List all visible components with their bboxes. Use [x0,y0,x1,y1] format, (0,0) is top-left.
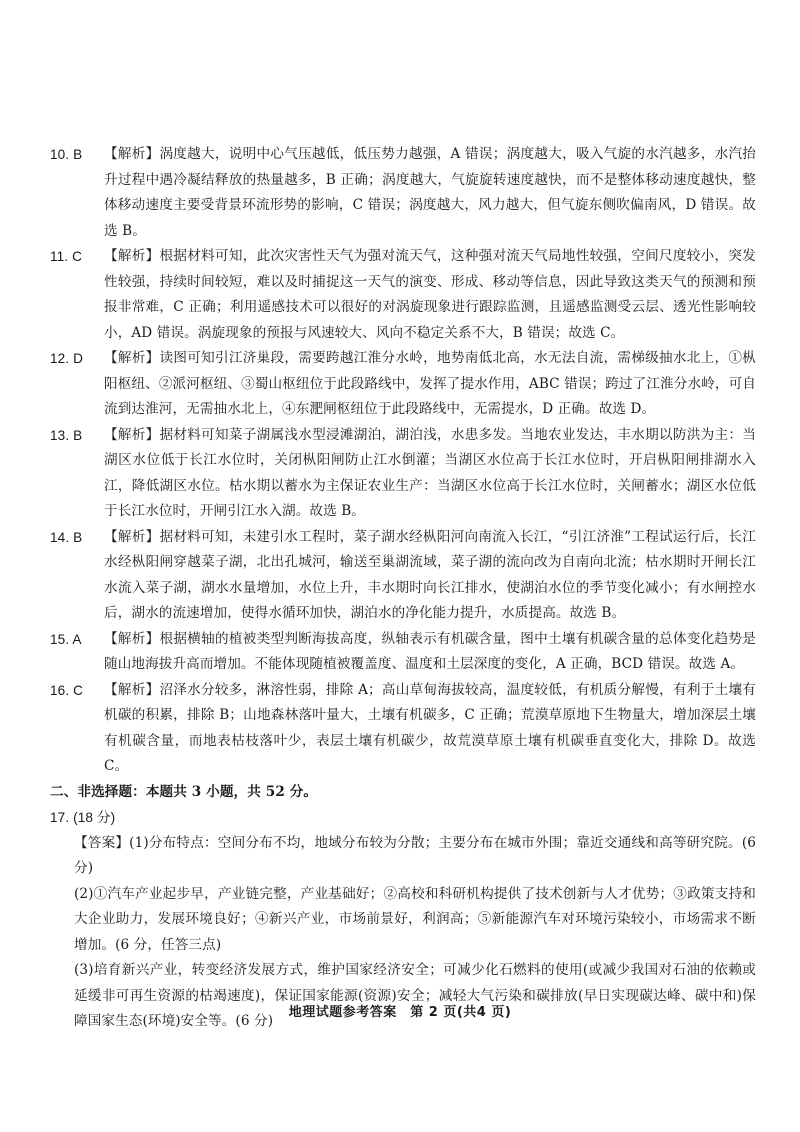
item-explanation: 【解析】读图可知引江济巢段，需要跨越江淮分水岭，地势南低北高，水无法自流，需梯级抽水北上，①枞阳枢纽、②派河枢纽、③蜀山枢纽位于此段路线中，发挥了提水作用，ABC 错误；跨过了江淮分水岭，可自流到达淮河，无需抽水北上，④东淝闸枢纽位于此段路线中，无需提水，D 正确。故选 D。 [104,350,756,417]
section-heading: 二、非选择题：本题共 3 小题，共 52 分。 [50,783,318,800]
item-explanation: 【解析】涡度越大，说明中心气压越低，低压势力越强，A 错误；涡度越大，吸入气旋的水汽越多，水汽抬升过程中遇冷凝结释放的热量越多，B 正确；涡度越大，气旋旋转速度越快，而不是整体移动速度越快，整体移动速度主要受背景环流形势的影响，C 错误；涡度越大，风力越大，但气旋东侧吹偏南风，D 错误。故选 B。 [104,146,756,239]
item-explanation: 【解析】根据横轴的植被类型判断海拔高度，纵轴表示有机碳含量，图中土壤有机碳含量的总体变化趋势是随山地海拔升高而增加。不能体现随植被覆盖度、温度和土层深度的变化，A 正确，BCD 错误。故选 A。 [104,630,756,672]
answer-item-16 [50,678,756,780]
item-number: 13. B [50,427,83,443]
item-number: 15. A [50,631,82,647]
item-number: 11. C [50,249,82,264]
answer-item-10 [50,142,756,244]
answer-item-11 [50,244,756,346]
question-17-number: 17. (18 分) [50,810,116,825]
item-explanation: 【解析】据材料可知菜子湖属浅水型浸滩湖泊，湖泊浅，水患多发。当地农业发达，丰水期以防洪为主：当湖区水位低于长江水位时，关闭枞阳闸防止江水倒灌；当湖区水位高于长江水位时，开启枞阳闸排湖水入江，降低湖区水位。枯水期以蓄水为主保证农业生产：当湖区水位高于长江水位时，关闸蓄水；湖区水位低于长江水位时，开闸引江水入湖。故选 B。 [104,426,756,519]
q17-answer-part-2: (2)①汽车产业起步早，产业链完整，产业基础好；②高校和科研机构提供了技术创新与人才优势；③政策支持和大企业助力，发展环境良好；④新兴产业，市场前景好，利润高；⑤新能源汽车对环境污染较小，市场需求不断增加。(6 分，任答三点) [74,885,756,953]
item-explanation: 【解析】据材料可知，未建引水工程时，菜子湖水经枞阳河向南流入长江，“引江济淮”工程试运行后，长江水经枞阳闸穿越菜子湖，北出孔城河，输送至巢湖流域，菜子湖的流向改为自南向北流；枯水期时开闸长江水流入菜子湖，湖水水量增加，水位上升，丰水期时向长江排水，使湖泊水位的季节变化减小；有水闸控水后，湖水的流速增加，使得水循环加快，湖泊水的净化能力提升，水质提高。故选 B。 [104,528,756,621]
answer-item-13 [50,423,756,525]
answer-item-15 [50,627,756,678]
item-explanation: 【解析】沼泽水分较多，淋溶性弱，排除 A；高山草甸海拔较高，温度较低，有机质分解慢，有利于土壤有机碳的积累，排除 B；山地森林落叶量大，土壤有机碳多，C 正确；荒漠草原地下生物量大，增加深层土壤有机碳含量，而地表枯枝落叶少，表层土壤有机碳少，故荒漠草原土壤有机碳垂直变化大，排除 D。故选C。 [104,681,756,774]
answer-item-12 [50,346,756,423]
item-number: 16. C [50,682,83,698]
q17-answer-part-3: (3)培育新兴产业，转变经济发展方式，维护国家经济安全；可减少化石燃料的使用(或减少我国对石油的依赖或延缓非可再生资源的枯竭速度)，保证国家能源(资源)安全；减轻大气污染和碳排放(早日实现碳达峰、碳中和)保障国家生态(环境)安全等。(6 分) [74,962,756,1029]
answer-item-14 [50,525,756,627]
item-number: 12. D [50,351,83,366]
page-footer: 地理试题参考答案 第 2 页(共4 页) [288,1005,512,1020]
q17-answer-part-1: 【答案】(1)分布特点：空间分布不均，地域分布较为分散；主要分布在城市外围；靠近交通线和高等研究院。(6 分) [74,834,756,876]
item-number: 10. B [50,147,83,162]
item-explanation: 【解析】根据材料可知，此次灾害性天气为强对流天气，这种强对流天气局地性较强，空间尺度较小，突发性较强，持续时间较短，难以及时捕捉这一天气的演变、形成、移动等信息，因此导致这类天气的预测和预报非常难，C 正确；利用遥感技术可以很好的对涡旋现象进行跟踪监测，且遥感监测受云层、透光性影响较小，AD 错误。涡旋现象的预报与风速较大、风向不稳定关系不大，B 错误；故选 C。 [104,248,756,341]
answer-content [50,142,756,1035]
item-number: 14. B [50,529,83,545]
